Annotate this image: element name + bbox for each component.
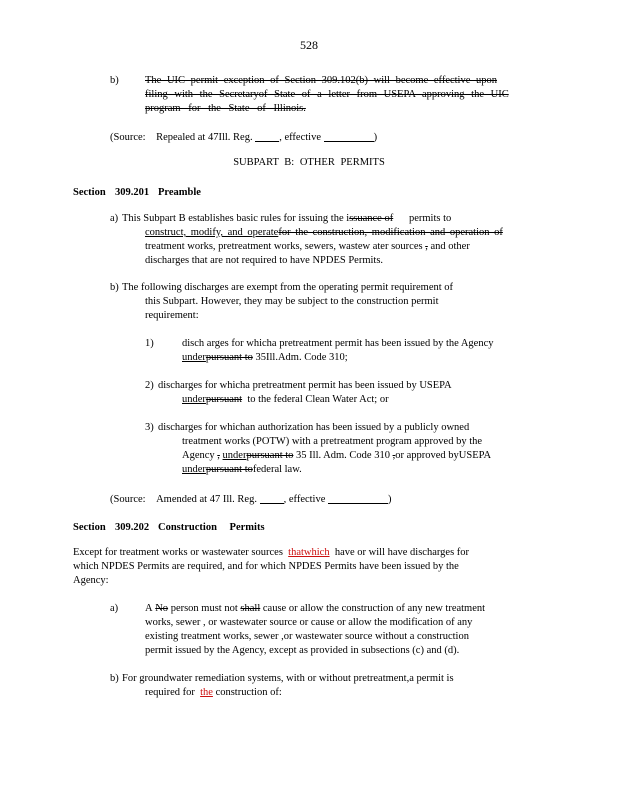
text-line: The following discharges are exempt from the operating permit requirement of [122,282,454,293]
deleted-text: , [217,450,220,461]
source-effective: , effective [279,132,321,143]
item-label: 3) [145,422,154,433]
source-note [110,492,392,505]
section-label: Section [73,522,106,533]
inserted-text: the [200,687,213,698]
section-label: Section [73,187,106,198]
deleted-text: pursuant to [205,352,253,363]
deleted-text: , [392,450,396,461]
text-line: discharges for whicha pretreatment permit has been issued by USEPA [158,380,452,391]
deleted-text: shall [240,603,261,614]
inserted-text: thatwhich [288,547,330,558]
text-line: treatment works (POTW) with a pretreatment program approved by the [182,436,483,447]
deleted-text: pursuant to [246,450,294,461]
source-note [110,130,377,143]
page-number: 528 [300,38,318,52]
text-line: works, sewer , or wastewater source or cause or allow the modification of any [145,617,473,628]
blank-field [260,492,284,504]
deleted-text: for the construction, modification and operation of [278,227,503,238]
deleted-text-line: program for the State of Illinois. [145,103,306,114]
text-line [145,227,503,238]
source-text: Repealed at 47Ill. Reg. [156,132,253,143]
item-label: 1) [145,338,154,349]
text-line: Agency: [73,575,109,586]
text-line: discharges for whichan authorization has been issued by a publicly owned [158,422,470,433]
text-line: which NPDES Permits are required, and for which NPDES Permits have been issued by the [73,561,459,572]
text-line: permit issued by the Agency, except as provided in subsections (c) and (d). [145,645,460,656]
text-line: For groundwater remediation systems, with or without pretreatment,a permit is [122,673,454,684]
deleted-text: ssuance of [349,213,394,224]
blank-field [328,492,388,504]
source-close: ) [388,494,392,505]
deleted-text-line: filing with the Secretaryof State of a letter from USEPA approving the UIC [145,89,509,100]
deleted-text: No [155,603,169,614]
deleted-text-line: The UIC permit exception of Section 309.102(b) will become effective upon [145,75,498,86]
text-line: Except for treatment works or wastewater sources thatwhich have or will have discharges for [73,547,470,558]
text-line: existing treatment works, sewer ,or wastewater source without a construction [145,631,469,642]
text-line: This Subpart B establishes basic rules for issuing the issuance of permits to [122,213,452,224]
para-label: a) [110,603,119,614]
text-line: A No person must not shall cause or allow the construction of any new treatment [145,603,486,614]
subpart-heading: SUBPART B: OTHER PERMITS [233,157,385,168]
section-number: 309.202 [115,522,150,533]
text-line: treatment works, pretreatment works, sewers, wastew ater sources , and other [145,241,470,252]
source-prefix: (Source: [110,132,146,143]
source-prefix: (Source: [110,494,146,505]
inserted-text: under [222,450,247,461]
para-label: b) [110,282,119,293]
text-line: this Subpart. However, they may be subject to the construction permit [145,296,439,307]
para-label: b) [110,75,119,86]
source-effective: , effective [283,494,326,505]
deleted-text: pursuant to [205,464,253,475]
text-line: disch arges for whicha pretreatment permit has been issued by the Agency [182,338,494,349]
text-line: requirement: [145,310,199,321]
source-close: ) [373,132,378,143]
inserted-text: under [182,352,206,363]
para-label: b) [110,673,119,684]
text-line: discharges that are not required to have NPDES Permits. [145,255,384,266]
section-title: Construction Permits [158,522,265,533]
source-text: Amended at 47 Ill. Reg. [156,494,257,505]
section-number: 309.201 [115,187,150,198]
text-line: Agency , underpursuant to 35 Ill. Adm. Code 310 ,or approved byUSEPA [182,450,492,461]
deleted-text: , [425,241,428,252]
blank-field [255,130,279,142]
blank-field [324,130,374,142]
item-label: 2) [145,380,154,391]
text-line: underpursuant tofederal law. [182,464,302,475]
inserted-text: construct, modify, and operate [145,227,279,238]
text-line: underpursuant to the federal Clean Water Act; or [182,394,389,405]
text-line: underpursuant to 35Ill.Adm. Code 310; [182,352,348,363]
inserted-text: under [182,464,206,475]
section-title: Preamble [158,187,201,198]
para-label: a) [110,213,119,224]
text-line: required for the construction of: [145,687,282,698]
inserted-text: under [182,394,206,405]
deleted-text: pursuant [205,394,243,405]
